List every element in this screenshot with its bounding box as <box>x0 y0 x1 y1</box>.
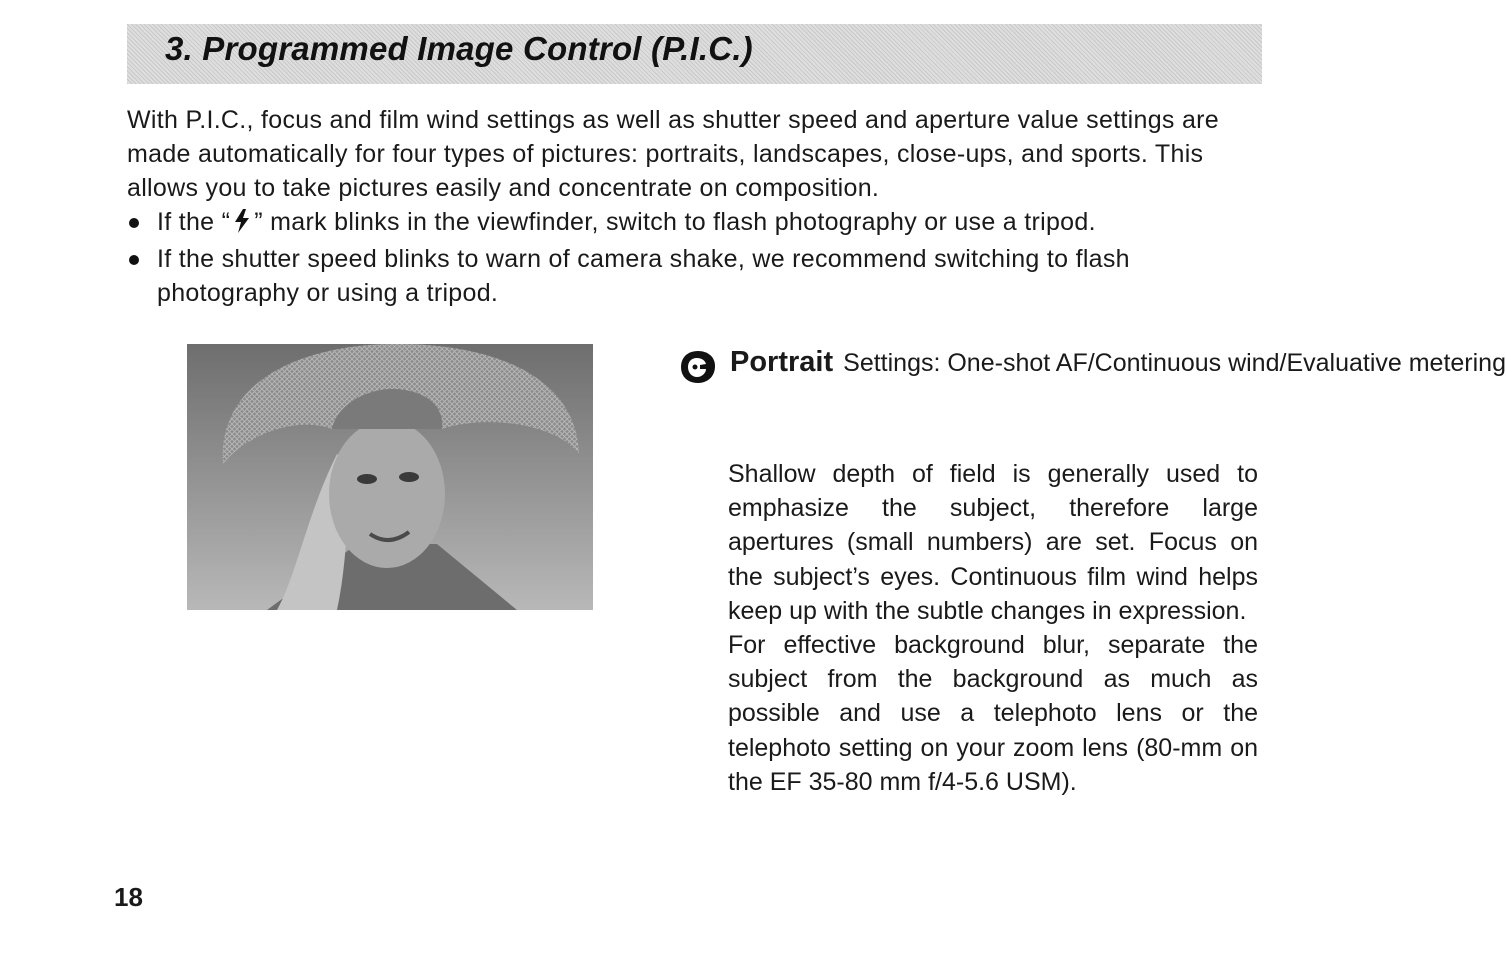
portrait-photo <box>187 344 593 610</box>
flash-icon <box>234 208 250 242</box>
bullet-flash-warning <box>127 205 1257 242</box>
section-title: 3. Programmed Image Control (P.I.C.) <box>165 30 753 67</box>
portrait-section-heading <box>680 345 1506 381</box>
bullet-list <box>127 205 1257 310</box>
bullet-flash-text-end: ” mark blinks in the viewfinder, switch to flash photography or use a tripod. <box>254 208 1096 236</box>
section-header-bar <box>127 24 1262 84</box>
intro-paragraph: With P.I.C., focus and film wind settings as well as shutter speed and aperture value settings are made automatically for four types of pictures: portraits, landscapes, close-ups, and sports. This allows you to take pictures easily and concentrate on composition. <box>127 106 1219 202</box>
portrait-title: Portrait <box>730 346 834 378</box>
intro-section <box>127 103 1257 310</box>
portrait-paragraph-2: For effective background blur, separate the subject from the background as much as possible and use a telephoto lens or the telephoto setting on your zoom lens (80-mm on the EF 35-80 mm f/4-5.6 USM). <box>728 631 1258 796</box>
bullet-shutter-warning: If the shutter speed blinks to warn of camera shake, we recommend switching to flash photography or using a tripod. <box>127 242 1257 310</box>
portrait-body <box>728 457 1258 799</box>
bullet-flash-text-start: If the “ <box>157 208 231 236</box>
portrait-settings: Settings: One-shot AF/Continuous wind/Evaluative metering <box>843 349 1506 377</box>
portrait-paragraph-1: Shallow depth of field is generally used to emphasize the subject, therefore large apertures (small numbers) are set. Focus on the subject’s eyes. Continuous film wind helps keep up with the subtle changes in expression. <box>728 460 1258 625</box>
page-number: 18 <box>114 882 143 912</box>
portrait-mode-icon <box>680 350 716 394</box>
